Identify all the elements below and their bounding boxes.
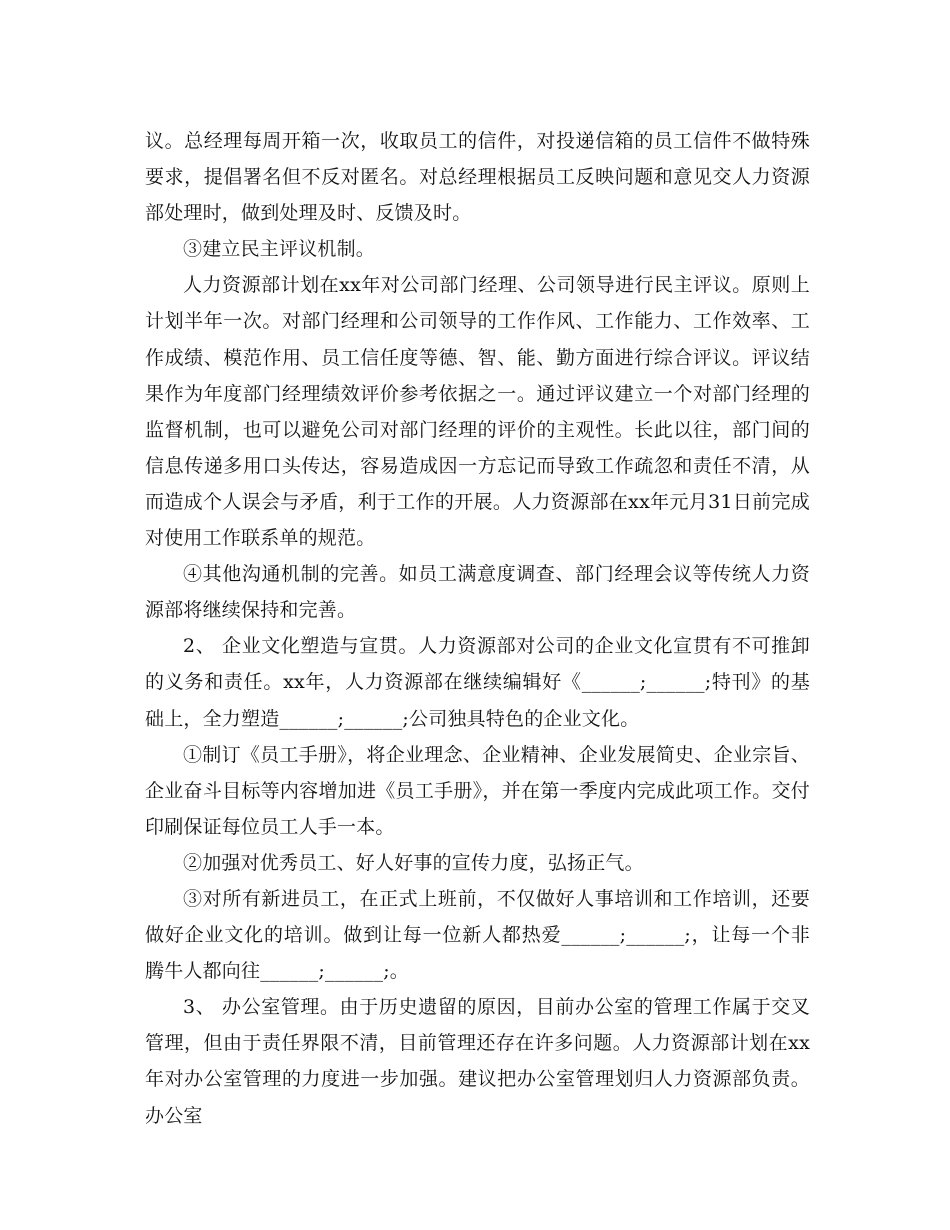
paragraph-other-mechanisms: ④其他沟通机制的完善。如员工满意度调查、部门经理会议等传统人力资源部将继续保持和完善。: [145, 563, 810, 622]
paragraph-democratic-review-heading: ③建立民主评议机制。: [183, 238, 376, 261]
paragraph-democratic-review-plan: 人力资源部计划在xx年对公司部门经理、公司领导进行民主评议。原则上计划半年一次。对部门经理和公司领导的工作作风、工作能力、工作效率、工作成绩、模范作用、员工信任度等德、智、能、勤方面进行综合评议。评议结果作为年度部门经理绩效评价参考依据之一。通过评议建立一个对部门经理的监督机制，也可以避免公司对部门经理的评价的主观性。长此以往，部门间的信息传递多用口头传达，容易造成因一方忘记而导致工作疏忽和责任不清，从而造成个人误会与矛盾，利于工作的开展。人力资源部在xx年元月31日前完成对使用工作联系单的规范。: [145, 274, 810, 550]
paragraph-continuation: 议。总经理每周开箱一次，收取员工的信件，对投递信箱的员工信件不做特殊要求，提倡署名但不反对匿名。对总经理根据员工反映问题和意见交人力资源部处理时，做到处理及时、反馈及时。: [145, 130, 810, 225]
paragraph-publicity: ②加强对优秀员工、好人好事的宣传力度，弘扬正气。: [183, 851, 644, 874]
paragraph-employee-handbook: ①制订《员工手册》，将企业理念、企业精神、企业发展简史、企业宗旨、企业奋斗目标等内容增加进《员工手册》，并在第一季度内完成此项工作。交付印刷保证每位员工人手一本。: [145, 743, 810, 838]
paragraph-corporate-culture: 2、 企业文化塑造与宣贯。人力资源部对公司的企业文化宣贯有不可推卸的义务和责任。xx年，人力资源部在继续编辑好《______;______;特刊》的基础上，全力塑造______;______;公司独具特色的企业文化。: [145, 635, 810, 730]
paragraph-office-management: 3、 办公室管理。由于历史遗留的原因，目前办公室的管理工作属于交叉管理，但由于责任界限不清，目前管理还存在许多问题。人力资源部计划在xx年对办公室管理的力度进一步加强。建议把办公室管理划归人力资源部负责。办公室: [145, 996, 810, 1127]
document-body: [145, 123, 810, 1134]
paragraph-new-employee-training: ③对所有新进员工，在正式上班前，不仅做好人事培训和工作培训，还要做好企业文化的培训。做到让每一位新人都热爱______;______;，让每一个非腾牛人都向往______;______;。: [145, 887, 810, 983]
